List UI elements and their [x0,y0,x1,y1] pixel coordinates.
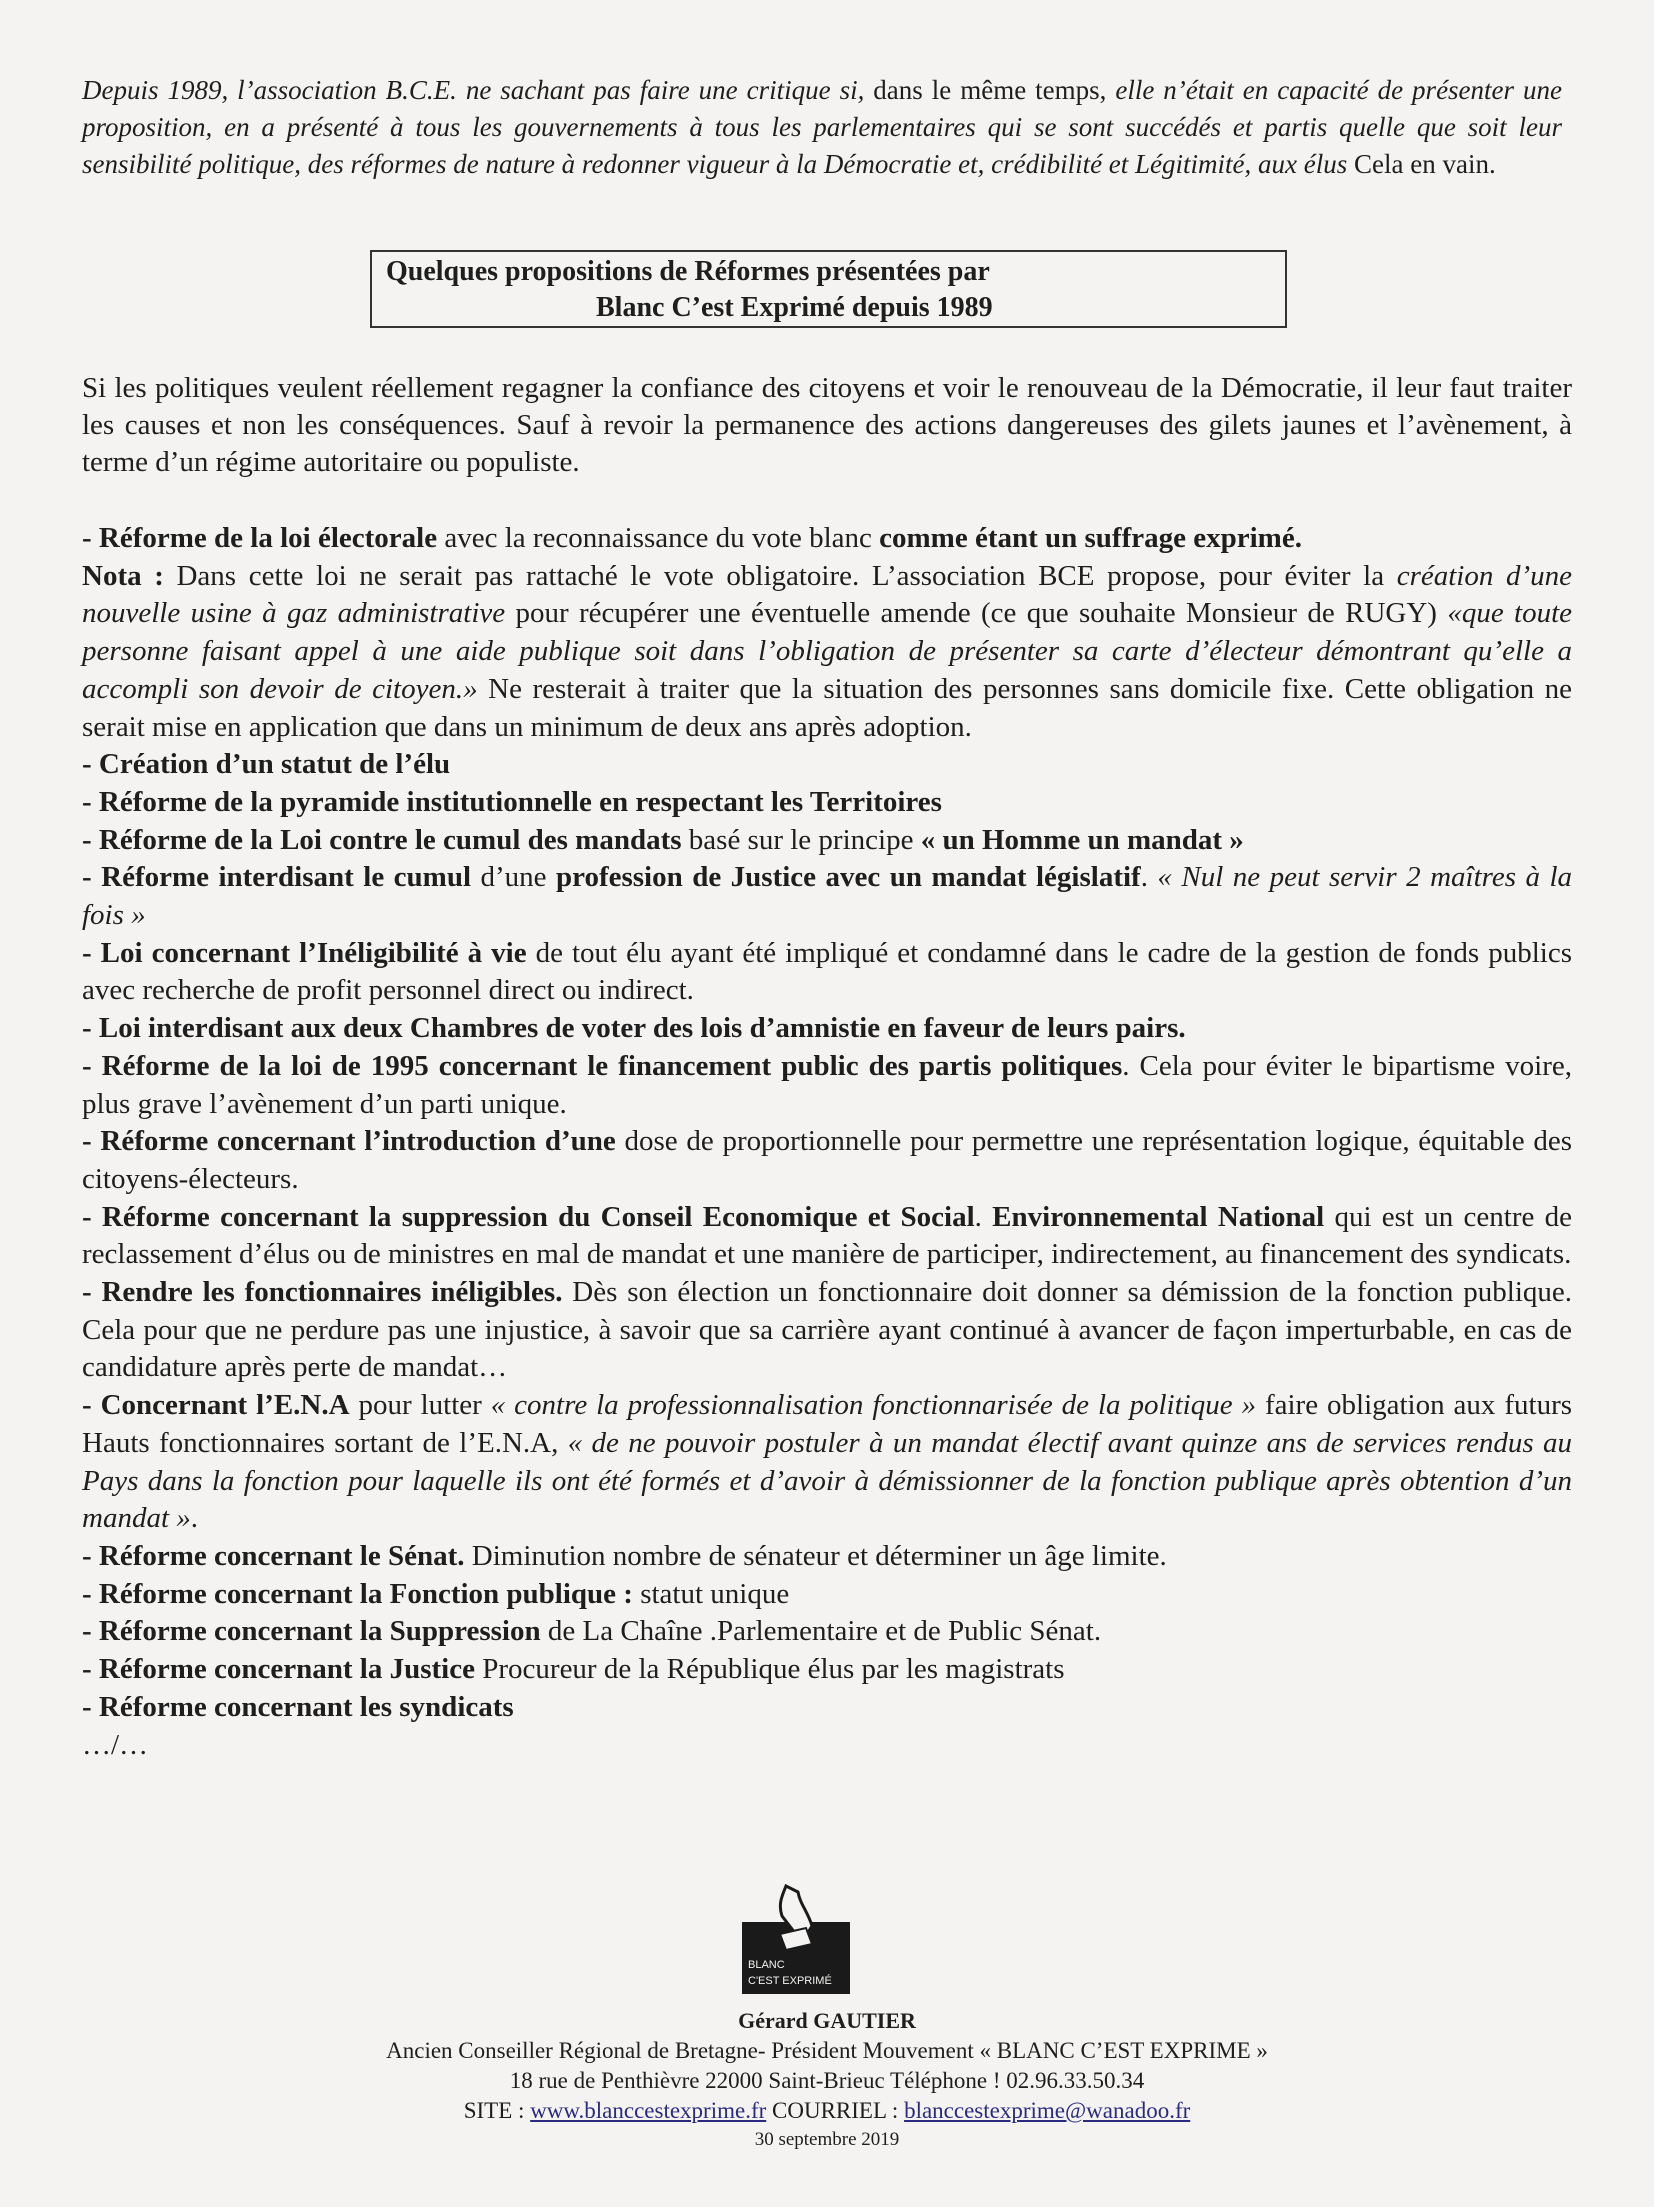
reform-text: . [1140,861,1158,894]
signatory-name: Gérard GAUTIER [738,2008,916,2033]
reform-heading: - Réforme concernant les syndicats [82,1690,514,1723]
reform-text: . [190,1502,198,1535]
reform-item [82,822,1572,860]
reform-heading: - Réforme de la Loi contre le cumul des mandats [82,823,682,856]
postal-address: 18 rue de Penthièvre 22000 Saint-Brieuc Téléphone ! 02.96.33.50.34 [509,2068,1145,2093]
reform-heading: - Réforme interdisant le cumul [82,861,472,894]
site-label: SITE : [463,2098,531,2123]
reform-heading: - Réforme de la loi de 1995 concernant le financement public des partis politiques [82,1049,1123,1082]
reform-item [82,520,1572,558]
reform-text: d’une [471,861,556,894]
reform-heading: - Réforme concernant l’introduction d’une [82,1125,616,1158]
reform-item [82,1274,1572,1387]
reform-heading: - Réforme de la pyramide institutionnelle en respectant les Territoires [82,785,942,818]
reform-text: Procureur de la République élus par les magistrats [475,1653,1065,1686]
reform-heading: « un Homme un mandat » [920,823,1244,856]
reform-heading: - Réforme concernant la Suppression [82,1615,541,1648]
logo-text-line-2: C'EST EXPRIMÉ [748,1975,832,1987]
intro-paragraph [82,72,1562,183]
continuation-mark: …/… [82,1728,149,1761]
document-date: 30 septembre 2019 [754,2129,900,2150]
reform-heading: - Réforme concernant la suppression du Conseil Economique et Social [82,1200,975,1233]
reform-heading: - Réforme concernant la Justice [82,1653,475,1686]
section-title-line-1: Quelques propositions de Réformes présentées par [386,256,990,287]
reform-item [82,1387,1572,1538]
nota-text: Ne resterait à traiter que la situation des personnes sans domicile fixe. Cette obligation ne serait mise en application que dans un minimum de deux ans après adoption. [82,672,1572,743]
reform-quote: « contre la professionnalisation fonctionnarisée de la politique » [490,1389,1257,1422]
intro-text-3: elle n’était en capacité de présenter une proposition, en a présenté à tous les gouvernements à tous les parlementaires qui se sont succédés et partis quelle que soit leur sensibilité politique, des réformes de nature à redonner vigueur à la Démocratie et, crédibilité et Légitimité, aux élus [82,75,1562,179]
reform-item [82,1010,1572,1048]
reform-item [82,1048,1572,1123]
intro-text-2: dans le même temps, [873,75,1116,105]
reform-heading: - Réforme de la loi électorale [82,522,438,554]
reform-text: qui est un centre de reclassement d’élus ou de ministres en mal de mandat et une manière de participer, indirectement, au financement des syndicats. [82,1200,1573,1271]
intro-text-1: Depuis 1989, l’association B.C.E. ne sachant pas faire une critique si, [82,75,874,105]
contact-line [327,2096,1327,2126]
reform-quote: « de ne pouvoir postuler à un mandat électif avant quinze ans de services rendus au Pays dans la fonction pour laquelle ils ont été formés et d’avoir à démissionner de la fonction publique après obtention d’un mandat » [82,1426,1572,1535]
reform-text: faire obligation aux futurs Hauts fonctionnaires sortant de l’E.N.A, [82,1389,1573,1459]
reform-heading: - Rendre les fonctionnaires inéligibles. [82,1276,563,1309]
reform-text: de La Chaîne .Parlementaire et de Public Sénat. [540,1615,1102,1648]
reform-item [82,935,1572,1010]
reform-heading: - Concernant l’E.N.A [82,1389,350,1422]
nota-quote: «que toute personne faisant appel à une aide publique soit dans l’obligation de présenter sa carte d’électeur démontrant qu’elle a accompli son devoir de citoyen.» [82,597,1573,705]
reform-item [82,1199,1572,1274]
reform-heading: - Loi interdisant aux deux Chambres de voter des lois d’amnistie en faveur de leurs pairs. [82,1012,1186,1045]
reform-text: . Cela pour éviter le bipartisme voire, plus grave l’avènement d’un parti unique. [82,1049,1573,1120]
reform-text: . [974,1200,993,1233]
reform-item [82,746,1572,784]
reform-text: Diminution nombre de sénateur et déterminer un âge limite. [464,1539,1167,1572]
reform-text: dose de proportionnelle pour permettre une représentation logique, équitable des citoyens-électeurs. [82,1125,1572,1195]
nota-text: pour récupérer une éventuelle amende (ce que souhaite Monsieur de RUGY) [505,597,1448,630]
blanc-cest-exprime-logo [742,1882,850,1994]
reform-heading: comme étant un suffrage exprimé. [879,522,1302,554]
reform-item [82,1576,1572,1614]
reform-text: statut unique [632,1577,790,1610]
reform-text: Dès son élection un fonctionnaire doit donner sa démission de la fonction publique. Cela pour que ne perdure pas une injustice, à savoir que sa carrière ayant continué à avancer de façon imperturbable, en cas de candidature après perte de mandat… [82,1276,1572,1384]
reform-item [82,1613,1572,1651]
reform-text: pour lutter [349,1389,491,1422]
reform-text: avec la reconnaissance du vote blanc [437,522,880,554]
nota-paragraph [82,558,1572,747]
reform-heading: Environnemental National [992,1200,1325,1233]
reform-quote: « Nul ne peut servir 2 maîtres à la fois » [82,861,1572,932]
reform-heading: - Loi concernant l’Inéligibilité à vie [82,936,527,969]
reform-text: de tout élu ayant été impliqué et condamné dans le cadre de la gestion de fonds publics avec recherche de profit personnel direct ou indirect. [82,936,1573,1007]
reform-text: basé sur le principe [681,823,921,856]
reform-heading: profession de Justice avec un mandat législatif [555,861,1141,894]
reform-item [82,784,1572,822]
intro-text-4: Cela en vain. [1354,149,1496,179]
reform-item [82,1651,1572,1689]
nota-label: Nota : [82,559,177,592]
section-title-line-2: Blanc C’est Exprimé depuis 1989 [596,292,993,323]
mail-label: COURRIEL : [766,2098,905,2123]
reform-list [82,520,1572,1764]
logo-text-line-1: BLANC [748,1959,785,1971]
website-link[interactable]: www.blanccestexprime.fr [530,2098,767,2123]
lead-paragraph: Si les politiques veulent réellement regagner la confiance des citoyens et voir le renouveau de la Démocratie, il leur faut traiter les causes et non les conséquences. Sauf à revoir la permanence des actions dangereuses des gilets jaunes et l’avènement, à terme d’un régime autoritaire ou populiste. [82,372,1572,478]
reform-item [82,1689,1572,1727]
reform-item [82,1123,1572,1198]
signatory-role: Ancien Conseiller Régional de Bretagne- Président Mouvement « BLANC C’EST EXPRIME » [386,2038,1268,2063]
signature-block [327,2006,1327,2154]
section-title-box [370,250,1287,328]
reform-heading: - Création d’un statut de l’élu [82,748,451,781]
nota-text: Dans cette loi ne serait pas rattaché le vote obligatoire. L’association BCE propose, pour éviter la [176,559,1397,592]
reform-item [82,859,1572,934]
reform-item [82,1538,1572,1576]
reform-heading: - Réforme concernant la Fonction publique : [82,1577,633,1610]
nota-italic: création d’une nouvelle usine à gaz administrative [82,559,1572,630]
reform-heading: - Réforme concernant le Sénat. [82,1539,465,1572]
email-link[interactable]: blanccestexprime@wanadoo.fr [904,2098,1191,2123]
